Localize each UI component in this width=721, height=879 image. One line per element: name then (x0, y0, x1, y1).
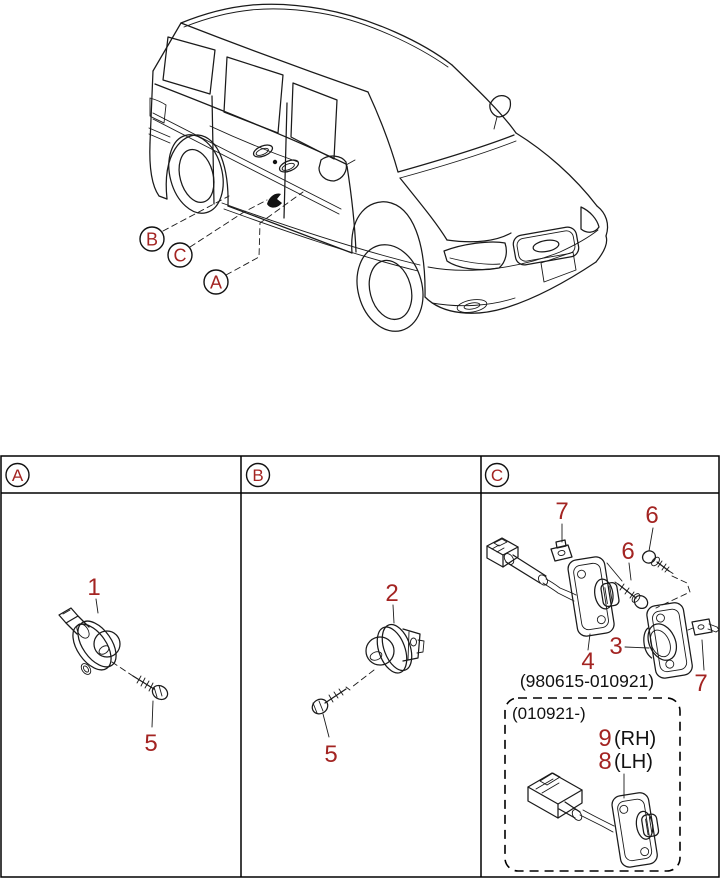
panel-c-drawing (487, 498, 719, 697)
rear-quarter-window (163, 37, 215, 94)
door-switch-2 (366, 621, 424, 677)
part-label-6-upper[interactable]: 6 (645, 502, 659, 529)
rear-wheel (161, 129, 232, 220)
keyhole-marker (273, 160, 277, 164)
callout-c[interactable] (168, 243, 192, 267)
callout-c-label[interactable]: C (173, 245, 187, 266)
screw-6b (641, 549, 673, 573)
clip-7b (692, 619, 719, 635)
callout-b-label[interactable]: B (145, 229, 159, 250)
late-production-range: (010921-) (512, 704, 586, 723)
part-label-5a[interactable]: 5 (144, 730, 158, 757)
part-label-3[interactable]: 3 (609, 633, 623, 660)
part-label-4[interactable]: 4 (581, 648, 595, 675)
front-door-window (291, 83, 337, 159)
door-switch-4 (567, 554, 624, 637)
callout-a-label[interactable]: A (209, 272, 223, 293)
part-label-9-side: (RH) (614, 728, 657, 750)
screw-5b (309, 687, 350, 717)
grille (512, 226, 580, 267)
door-switch-1 (59, 608, 124, 677)
part-label-8[interactable]: 8 (598, 748, 612, 775)
clip-7a (551, 540, 572, 561)
headlamp (444, 242, 506, 270)
part-label-9[interactable]: 9 (598, 725, 612, 752)
front-wheel (348, 237, 433, 339)
connector-4 (487, 538, 576, 601)
door-handle-front (278, 158, 300, 175)
table-header-a[interactable] (6, 464, 29, 487)
table-header-b[interactable] (247, 464, 270, 487)
screw-5a (133, 676, 170, 702)
door-switch-8-9 (528, 773, 663, 868)
part-label-2[interactable]: 2 (385, 580, 399, 607)
part-label-6-lower[interactable]: 6 (621, 538, 635, 565)
part-label-8-side: (LH) (614, 751, 653, 773)
panel-a-drawing (59, 574, 170, 757)
brand-emblem (532, 238, 560, 253)
late-production-inset (505, 698, 680, 871)
switch-location-marker (267, 194, 282, 208)
part-label-7-side[interactable]: 7 (694, 670, 708, 697)
part-label-7-top[interactable]: 7 (555, 498, 569, 525)
tail-lamp (150, 98, 166, 123)
side-mirror-left (319, 156, 346, 181)
callout-a[interactable] (204, 270, 228, 294)
door-handle-sliding (252, 143, 274, 160)
table-header-c[interactable] (486, 464, 509, 487)
header-b-label[interactable]: B (252, 466, 264, 485)
corner-lamp (581, 207, 599, 232)
header-a-label[interactable]: A (11, 466, 24, 485)
part-label-5b[interactable]: 5 (324, 741, 338, 768)
callout-b[interactable] (140, 227, 164, 251)
door-switch-3 (638, 601, 693, 680)
panel-b-drawing (309, 580, 424, 768)
early-production-range: (980615-010921) (519, 671, 655, 691)
sliding-door-window (224, 57, 283, 133)
header-c-label[interactable]: C (490, 466, 504, 485)
screw-6a (615, 582, 650, 611)
part-label-1[interactable]: 1 (87, 574, 101, 601)
